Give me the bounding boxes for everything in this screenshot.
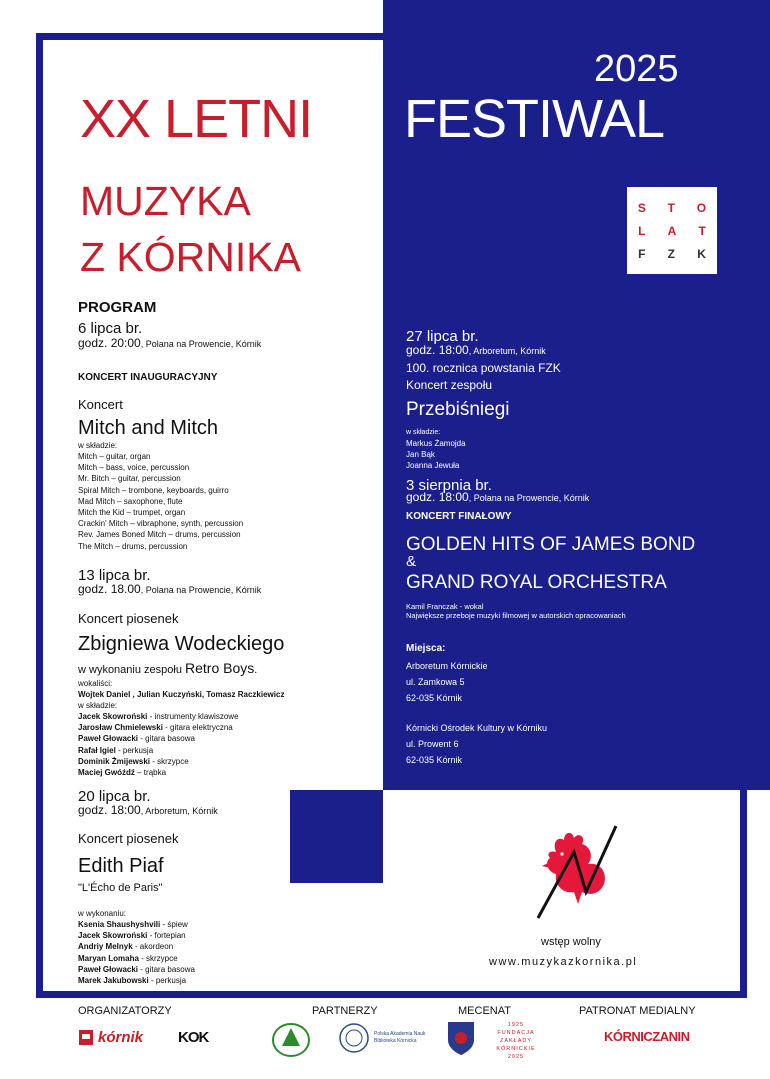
- frame-line-bottom: [36, 991, 747, 998]
- member-name: Jacek Skowroński: [78, 931, 148, 941]
- concert4-name: Przebiśniegi: [406, 399, 510, 420]
- member: [78, 930, 195, 941]
- member: Mad Mitch – saxophone, flute: [78, 496, 183, 506]
- member: Joanna Jewuła: [406, 461, 460, 471]
- concert3-members: [78, 919, 195, 986]
- member: [78, 919, 195, 930]
- concert2-performed-by: [78, 660, 257, 676]
- frame-line-top: [36, 33, 383, 40]
- frame-line-left: [36, 33, 43, 998]
- sto-lat-fzk-logo: [627, 187, 717, 274]
- concert4-time: [406, 344, 546, 358]
- concert1-lineup-label: w składzie:: [78, 441, 118, 450]
- concert4-line2: Koncert zespołu: [406, 378, 493, 392]
- member-role: - skrzypce: [150, 756, 189, 766]
- footer-media-label: PATRONAT MEDIALNY: [579, 1005, 696, 1017]
- member-name: Dominik Żmijewski: [78, 756, 151, 766]
- member: [78, 733, 239, 744]
- concert5-location: , Polana na Prowencie, Kórnik: [468, 493, 590, 503]
- member: Markus Żamojda: [406, 439, 466, 448]
- festival-year: 2025: [594, 48, 679, 90]
- concert3-time: [78, 804, 218, 818]
- logo-letter: T: [698, 224, 706, 238]
- member-role: - gitara elektryczna: [162, 723, 233, 733]
- logo-letter: K: [697, 247, 706, 261]
- concert3-lineup-label: w wykonaniu:: [78, 909, 127, 918]
- korniczanin-logo: KÓRNICZANIN: [604, 1029, 690, 1044]
- kornik-logo-text: kórnik: [98, 1028, 144, 1046]
- member-role: - skrzypce: [138, 953, 178, 963]
- member: Mitch the Kid – trumpet, organ: [78, 508, 186, 518]
- concert5-date: 3 sierpnia br.: [406, 477, 492, 494]
- member-role: - gitara basowa: [138, 734, 195, 744]
- kok-logo: KOK: [178, 1029, 209, 1046]
- concert5-description: Największe przeboje muzyki filmowej w autorskich opracowaniach: [406, 611, 626, 620]
- concert4-date: 27 lipca br.: [406, 328, 479, 345]
- title-festiwal: FESTIWAL: [404, 89, 665, 149]
- fzk-shield-icon: [446, 1020, 476, 1056]
- member: [78, 756, 239, 767]
- member-name: Rafał Igiel: [78, 745, 116, 755]
- concert2-members: [78, 711, 239, 778]
- venue-line: Kórnicki Ośrodek Kultury w Kórniku: [406, 723, 548, 733]
- member-name: Marek Jakubowski: [78, 976, 149, 986]
- concert2-time: [78, 583, 261, 597]
- subtitle-muzyka: MUZYKA: [80, 178, 251, 224]
- member: [78, 964, 195, 975]
- member: [78, 711, 239, 722]
- member: [78, 941, 195, 952]
- subtitle-z-kornika: Z KÓRNIKA: [80, 234, 301, 280]
- member: Mitch – guitar, organ: [78, 452, 151, 461]
- performed-by-text: w wykonaniu zespołu: [78, 664, 186, 676]
- venue-line: ul. Prowent 6: [406, 739, 459, 749]
- member: The Mitch – drums, percussion: [78, 541, 188, 551]
- concert4-location: , Arboretum, Kórnik: [468, 346, 546, 356]
- concert4-line1: 100. rocznica powstania FZK: [406, 361, 561, 375]
- member: [78, 953, 195, 964]
- concert5-time: [406, 491, 589, 505]
- free-entry-text: wstęp wolny: [541, 936, 601, 948]
- concert1-tag: KONCERT INAUGURACYJNY: [78, 372, 218, 383]
- concert1-label: Koncert: [78, 397, 123, 412]
- member-role: – trąbka: [134, 768, 167, 778]
- concert2-date: 13 lipca br.: [78, 567, 151, 584]
- member-role: - gitara basowa: [138, 964, 195, 974]
- concert1-location: , Polana na Prowencie, Kórnik: [140, 339, 262, 349]
- venue-kok: [406, 720, 547, 768]
- concert2-hour: godz. 18.00: [78, 582, 141, 596]
- logo-letter: F: [638, 247, 646, 261]
- member: Mitch – bass, voice, percussion: [78, 463, 190, 473]
- kornik-logo: [78, 1028, 143, 1046]
- member-role: - śpiew: [160, 920, 188, 929]
- concert1-time: [78, 337, 261, 351]
- concert1-hour: godz. 20:00: [78, 336, 141, 350]
- concert3-name: Edith Piaf: [78, 855, 164, 877]
- member-name: Paweł Głowacki: [78, 734, 139, 744]
- pan-seal-icon: [338, 1022, 370, 1054]
- concert2-location: , Polana na Prowencie, Kórnik: [140, 585, 262, 595]
- concert5-name-line1: GOLDEN HITS OF JAMES BOND: [406, 534, 696, 555]
- concert5-tag: KONCERT FINAŁOWY: [406, 511, 512, 522]
- footer-patron-label: MECENAT: [458, 1005, 511, 1017]
- concert3-label: Koncert piosenek: [78, 831, 179, 846]
- footer-organizers-label: ORGANIZATORZY: [78, 1005, 172, 1017]
- venues-heading: Miejsca:: [406, 643, 446, 654]
- member-role: - akordeon: [132, 942, 174, 952]
- partner-crest-icon: [270, 1018, 312, 1058]
- member: Mr. Bitch – guitar, percussion: [78, 474, 181, 484]
- concert3-hour: godz. 18:00: [78, 803, 141, 817]
- member: [78, 767, 239, 778]
- member-name: Ksenia Shaushyshvili: [78, 920, 161, 929]
- logo-letter: L: [638, 224, 646, 238]
- venue-line: 62-035 Kórnik: [406, 755, 463, 765]
- pan-library-text: Polska Akademia Nauk Biblioteka Kórnicka: [374, 1031, 426, 1044]
- concert1-date: 6 lipca br.: [78, 320, 143, 337]
- member: Rev. James Boned Mitch – drums, percussion: [78, 530, 241, 540]
- member-name: Jacek Skowroński: [78, 712, 148, 721]
- concert2-name: Zbigniewa Wodeckiego: [78, 633, 285, 655]
- logo-letter: T: [667, 201, 675, 215]
- band-suffix: .: [254, 664, 258, 676]
- navy-square-accent: [290, 790, 383, 883]
- member-role: - perkusja: [115, 745, 154, 755]
- member-role: - fortepian: [147, 931, 186, 941]
- pan-library-logo: [338, 1022, 434, 1054]
- program-heading: PROGRAM: [78, 299, 157, 316]
- concert5-vocal: Kamil Franczak - wokal: [406, 602, 484, 611]
- venue-arboretum: [406, 658, 488, 706]
- logo-letter: O: [696, 201, 707, 215]
- member-role: - instrumenty klawiszowe: [147, 712, 239, 721]
- concert2-lineup-label: w składzie:: [78, 701, 118, 710]
- concert1-members: [78, 451, 243, 552]
- concert4-hour: godz. 18:00: [406, 343, 469, 357]
- member-name: Andriy Melnyk: [78, 942, 133, 952]
- rooster-icon: [534, 822, 624, 922]
- member: Spiral Mitch – trombone, keyboards, guirro: [78, 485, 229, 495]
- logo-letter: A: [667, 224, 677, 238]
- member: [78, 722, 239, 733]
- member-name: Maciej Gwóźdź: [78, 768, 135, 778]
- member-name: Jarosław Chmielewski: [78, 723, 163, 733]
- concert5-hour: godz. 18:00: [406, 490, 469, 504]
- kornik-crest-icon: [78, 1028, 94, 1046]
- concert5-ampersand: &: [406, 553, 417, 570]
- logo-letter: Z: [667, 247, 675, 261]
- member-name: Maryan Lomaha: [78, 953, 139, 963]
- concert3-subtitle: "L'Écho de Paris": [78, 882, 163, 894]
- concert5-name-line2: GRAND ROYAL ORCHESTRA: [406, 572, 667, 593]
- frame-line-right: [740, 790, 747, 998]
- concert2-vocals-label: wokaliści:: [78, 679, 113, 688]
- concert4-members: [406, 438, 466, 472]
- venue-line: 62-035 Kórnik: [406, 693, 463, 703]
- title-xx-letni: XX LETNI: [80, 89, 313, 149]
- venue-line: ul. Zamkowa 5: [406, 677, 465, 687]
- concert1-name: Mitch and Mitch: [78, 417, 219, 439]
- member: Crackin' Mitch – vibraphone, synth, percussion: [78, 519, 244, 529]
- footer-partners-label: PARTNERZY: [312, 1005, 378, 1017]
- band-name: Retro Boys: [185, 660, 255, 676]
- concert3-date: 20 lipca br.: [78, 788, 151, 805]
- member: Jan Bąk: [406, 450, 435, 460]
- website-link[interactable]: www.muzykazkornika.pl: [489, 956, 638, 968]
- concert2-vocals: Wojtek Daniel , Julian Kuczyński, Tomasz Raczkiewicz: [78, 690, 285, 699]
- member: [78, 745, 239, 756]
- concert2-label: Koncert piosenek: [78, 611, 179, 626]
- venue-line: Arboretum Kórnickie: [406, 661, 488, 671]
- member-name: Paweł Głowacki: [78, 964, 139, 974]
- member: [78, 975, 195, 986]
- concert4-lineup-label: w składzie:: [406, 429, 441, 436]
- logo-letter: S: [637, 201, 646, 215]
- fzk-foundation-text: 1925 FUNDACJA ZAKŁADY KÓRNICKIE 2025: [496, 1022, 536, 1060]
- member-role: - perkusja: [148, 976, 187, 986]
- concert3-location: , Arboretum, Kórnik: [140, 806, 218, 816]
